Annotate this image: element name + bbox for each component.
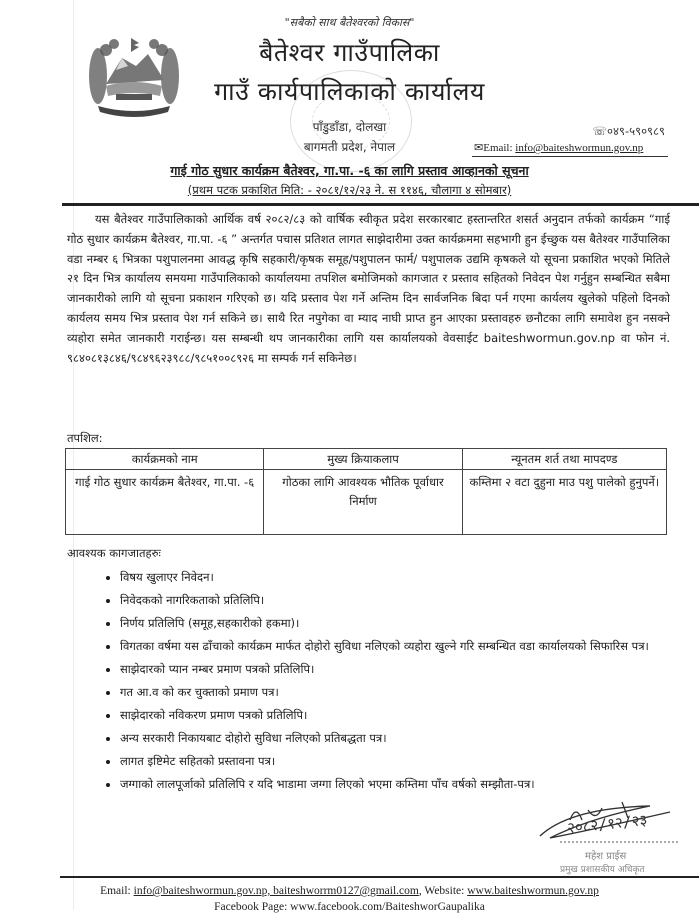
cell-main-activity: गोठका लागि आवश्यक भौतिक पूर्वाधार निर्माण [264,470,462,535]
footer-contact: Email: info@baiteshwormun.gov.np, baiteshworrm0127@gmail.com, Website: www.baiteshwormun.gov.np [100,885,599,897]
header-divider [62,203,699,206]
list-item: • लागत इष्टिमेट सहितको प्रस्तावना पत्र। [120,751,699,771]
list-item: • निवेदकको नागरिकताको प्रतिलिपि। [120,590,699,610]
footer-facebook [0,901,699,913]
address-line1: पाँडुडाँडा, दोलखा [312,120,387,134]
envelope-icon: ✉ [474,142,484,154]
notice-subject: गाई गोठ सुधार कार्यक्रम बैतेश्वर, गा.पा. -६ का लागि प्रस्ताव आव्हानको सूचना [170,163,529,178]
footer-facebook-label: Facebook Page: [214,901,288,913]
header-email [474,141,643,154]
list-item: • गत आ.व को कर चुक्ताको प्रमाण पत्र। [120,682,699,702]
list-item: • साझेदारको नविकरण प्रमाण पत्रको प्रतिलिपि। [120,705,699,725]
details-label: तपशिल: [67,431,103,445]
list-item: • साझेदारको प्यान नम्बर प्रमाण पत्रको प्रतिलिपि। [120,659,699,679]
cell-program-name: गाई गोठ सुधार कार्यक्रम बैतेश्वर, गा.पा. -६ [66,470,264,535]
office-name: गाउँ कार्यपालिकाको कार्यालय [214,77,485,106]
email-label: Email: [483,142,513,154]
list-item: • अन्य सरकारी निकायबाट दोहोरो सुविधा नलिएको प्रतिबद्धता पत्र। [120,728,699,748]
footer-website-link[interactable]: www.baiteshwormun.gov.np [467,885,599,897]
list-item: • जग्गाको लालपूर्जाको प्रतिलिपि र यदि भाडामा जग्गा लिएको भएमा कम्तिमा पाँच वर्षको सम्झौता-पत्र। [120,774,699,794]
required-documents-list [90,567,699,797]
motto: "सबैको साथ बैतेश्वरको विकास" [284,16,415,29]
footer-emails-link[interactable]: info@baiteshwormun.gov.np, baiteshworrm0127@gmail.com [133,885,419,897]
program-table [65,448,667,535]
list-item: • विगतका वर्षमा यस ढाँचाको कार्यक्रम मार्फत दोहोरो सुविधा नलिएको व्यहोरा खुल्ने गरि सम्बन्धित वडा कार्यालयको सिफारिस पत्र। [120,636,699,656]
notice-body: यस बैतेश्वर गाउँपालिकाको आर्थिक वर्ष २०८२/८३ को वार्षिक स्वीकृत प्रदेश सरकारबाट हस्तान्तरित शसर्त अनुदान तर्फको कार्यक्रम “गाई गोठ सुधार कार्यक्रम बैतेश्वर, गा.पा. -६ ” अन्तर्गत पचास प्रतिशत लागत साझेदारीमा उक्त कार्यक्रममा सहभागी हुन ईच्छुक यस बैतेश्वर गाउँपालिका वडा नम्बर ६ भित्रका पशुपालनमा आवद्ध कृषि सहकारी/कृषक समूह/पशुपालन फार्म/ पशुपालक उद्यमि कृषकले यो सूचना प्रकाशित भएको मितिले २१ दिन भित्र कार्यालय समयमा गाउँपालिकाको कार्यालयमा तपशिल बमोजिमको कागजात र प्रस्ताव सहितको निवेदन पेश गर्नुहुन सम्बन्धित सबैमा जानकारीको लागि यो सूचना प्रकाशन गरिएको छ। यदि प्रस्ताव पेश गर्ने अन्तिम दिन सार्वजनिक बिदा पर्न गएमा कार्यलय खुलेको पहिलो दिनको कार्यलय समय भित्र प्रस्ताव पेश गर्न सकिने छ। साथै रित नपुगेका वा म्याद नाघी प्राप्त हुन आएका प्रस्तावहरु छनौटका लागि समावेश हुन नसक्ने व्यहोरा समेत जानकारी गराईन्छ। यस सम्बन्धी थप जानकारीका लागि यस कार्यालयको वेवसाईट baiteshwormun.gov.np वा फोन नं. ९८४०८१३८४६/९८४९६२३९८८/९८५१००८९२६ मा सम्पर्क गर्न सकिनेछ। [67,212,670,365]
signatory-title: प्रमुख प्रशासकीय अधिकृत [560,865,645,875]
contact-underline [472,156,668,157]
footer-facebook-link[interactable]: www.facebook.com/BaiteshworGaupalika [290,901,485,913]
org-name: बैतेश्वर गाउँपालिका [259,38,440,67]
footer-divider [60,876,699,878]
footer-website-label: Website: [424,885,465,897]
header-phone [593,124,665,139]
list-item: • विषय खुलाएर निवेदन। [120,567,699,587]
col-program-name: कार्यक्रमको नाम [66,449,264,470]
col-minimum-criteria: न्यूनतम शर्त तथा मापदण्ड [462,449,666,470]
phone-number: ०४९-५९०९८९ [607,124,665,138]
published-date: (प्रथम पटक प्रकाशित मिति: - २०८१/१२/२३ ने. स ११४६, चौलागा ४ सोमबार) [187,183,512,197]
col-main-activity: मुख्य क्रियाकलाप [264,449,462,470]
signatory-name: महेश प्राईस [585,851,627,862]
table-row [66,470,667,535]
table-header-row [66,449,667,470]
address-line2: बागमती प्रदेश, नेपाल [303,140,396,154]
footer-email-label: Email: [100,885,131,897]
list-item: • निर्णय प्रतिलिपि (समूह,सहकारीको हकमा)। [120,613,699,633]
header-email-link[interactable]: info@baiteshwormun.gov.np [515,142,644,154]
cell-minimum-criteria: कम्तिमा २ वटा दुहुना माउ पशु पालेको हुनुपर्ने। [462,470,666,535]
signature-date: २०८२/१२/२३ [566,810,649,838]
required-documents-title: आवश्यक कागजातहरुः [67,546,161,560]
phone-icon: ☏ [592,124,608,138]
